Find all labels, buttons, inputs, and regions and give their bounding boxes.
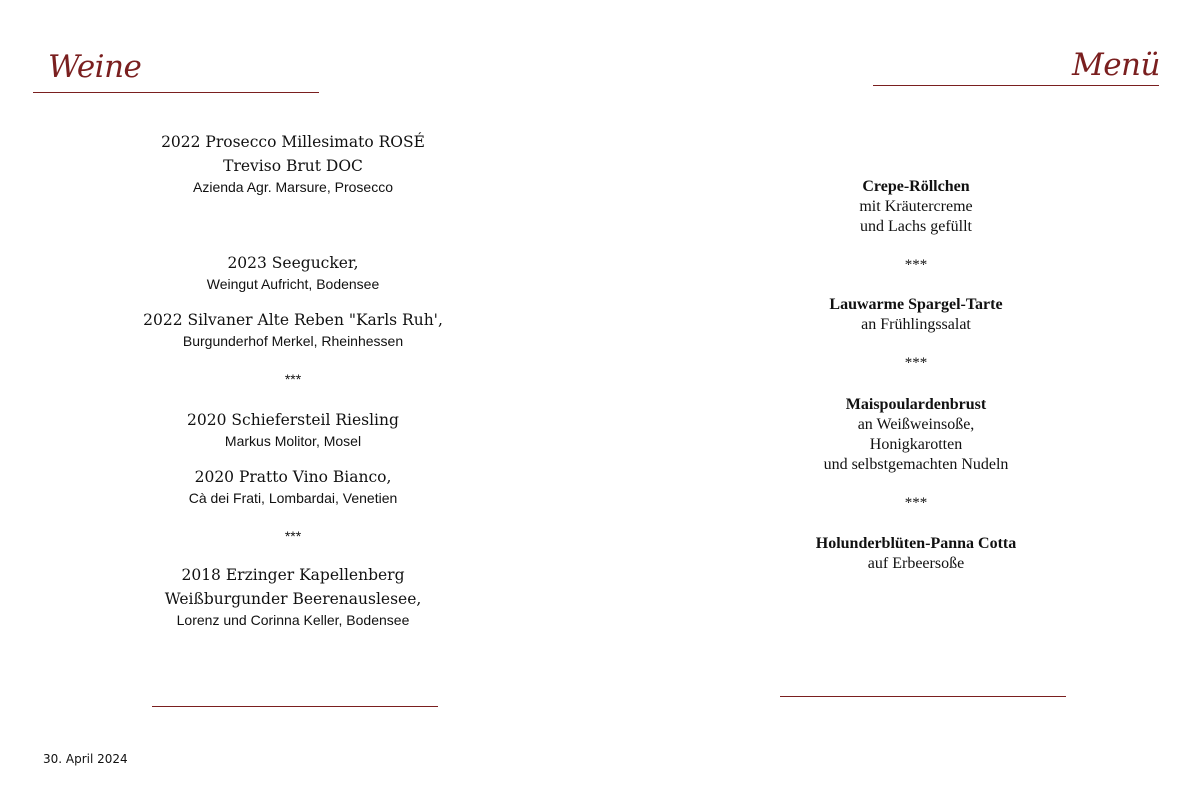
- course: [766, 395, 1066, 475]
- wine-title-rule: [33, 92, 319, 93]
- wine-entry: [143, 308, 443, 350]
- wine-producer: Burgunderhof Merkel, Rheinhessen: [182, 333, 404, 349]
- wine-name-continued: Weißburgunder Beerenauslesee,: [164, 590, 422, 608]
- wine-separator: ***: [284, 371, 302, 387]
- menu-title-rule: [873, 85, 1159, 86]
- wine-entry: [143, 251, 443, 293]
- menu-separator: ***: [904, 355, 928, 371]
- course-title: Maispoulardenbrust: [845, 396, 987, 413]
- menu-list: [766, 177, 1066, 574]
- wine-name: 2018 Erzinger Kapellenberg: [181, 566, 405, 584]
- wine-name: 2020 Schiefersteil Riesling: [187, 411, 399, 429]
- wine-name: 2020 Pratto Vino Bianco,: [194, 468, 392, 486]
- wine-producer: Cà dei Frati, Lombardai, Venetien: [188, 490, 398, 506]
- menu-section-title: Menü: [1071, 47, 1160, 83]
- event-date: 30. April 2024: [43, 752, 128, 766]
- wine-name: 2022 Silvaner Alte Reben "Karls Ruh',: [143, 311, 443, 329]
- wine-producer: Azienda Agr. Marsure, Prosecco: [193, 179, 393, 195]
- course-description: an Weißweinsoße,: [857, 416, 975, 433]
- wine-entry: [143, 408, 443, 450]
- course-description: an Frühlingssalat: [861, 316, 971, 333]
- wine-name-continued: Treviso Brut DOC: [223, 157, 363, 175]
- wine-section-title: Weine: [48, 49, 142, 85]
- course-title: Holunderblüten-Panna Cotta: [815, 535, 1017, 552]
- wine-name: 2022 Prosecco Millesimato ROSÉ: [161, 133, 425, 151]
- wine-producer: Lorenz und Corinna Keller, Bodensee: [176, 612, 410, 628]
- course: [766, 534, 1066, 574]
- wine-entry: [143, 130, 443, 196]
- wine-separator: ***: [284, 528, 302, 544]
- wine-bottom-rule: [152, 706, 438, 707]
- wine-entry: [143, 563, 443, 629]
- course-title: Lauwarme Spargel-Tarte: [829, 296, 1003, 313]
- course-title: Crepe-Röllchen: [862, 178, 970, 195]
- course: [766, 295, 1066, 335]
- course-description: mit Kräutercreme: [859, 198, 973, 215]
- menu-separator: ***: [904, 257, 928, 273]
- course-description: Honigkarotten: [869, 436, 963, 453]
- course-description: auf Erbeersoße: [867, 555, 965, 572]
- menu-bottom-rule: [780, 696, 1066, 697]
- wine-producer: Weingut Aufricht, Bodensee: [206, 276, 380, 292]
- course-description: und Lachs gefüllt: [860, 218, 972, 235]
- wine-name: 2023 Seegucker,: [227, 254, 359, 272]
- menu-separator: ***: [904, 495, 928, 511]
- wine-producer: Markus Molitor, Mosel: [224, 433, 362, 449]
- course: [766, 177, 1066, 237]
- course-description: und selbstgemachten Nudeln: [823, 456, 1009, 473]
- wine-entry: [143, 465, 443, 507]
- wine-list: [143, 130, 443, 629]
